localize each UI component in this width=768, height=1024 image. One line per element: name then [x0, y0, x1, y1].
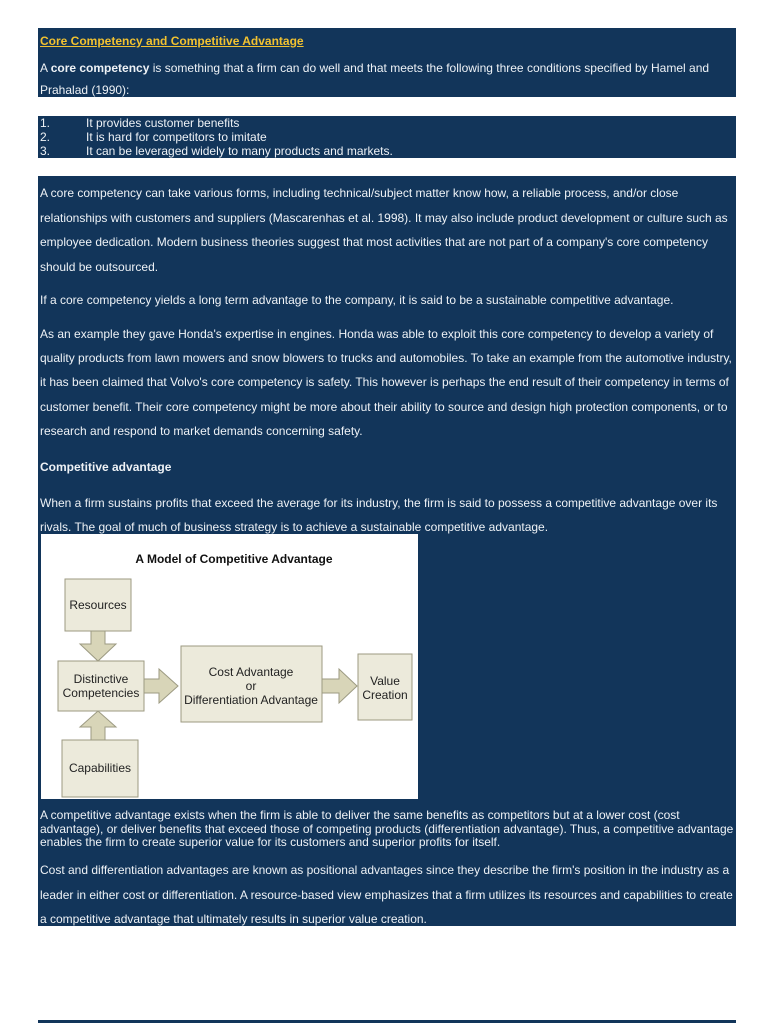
list-number: 3.: [40, 144, 51, 158]
paragraph-advantage-exists: A competitive advantage exists when the firm is able to deliver the same benefits as competitors but at a lower cost (cost advantage), or deliver benefits that exceed those of competing products (differentiation advantage). Thus, a competitive advantage enables the firm to create superior value for its customers and superior profits for itself.: [40, 808, 734, 849]
list-item: [40, 130, 734, 144]
list-item: [40, 144, 734, 158]
bottom-divider: [38, 1020, 736, 1023]
intro-prefix: A: [40, 61, 51, 75]
resources-label: Resources: [69, 598, 127, 612]
list-number: 1.: [40, 116, 51, 130]
section-heading-link[interactable]: Core Competency and Competitive Advantage: [40, 34, 304, 48]
cost-label-line3: Differentiation Advantage: [184, 693, 318, 707]
diagram-title: A Model of Competitive Advantage: [135, 552, 333, 566]
competitive-advantage-diagram: [41, 534, 418, 799]
paragraph-honda-example: As an example they gave Honda's expertise in engines. Honda was able to exploit this core competency to develop a variety of quality products from lawn mowers and snow blowers to trucks and automobiles. To take an example from the automotive industry, it has been claimed that Volvo's core competency is safety. This however is perhaps the end result of their competency in terms of customer benefit. Their core competency might be more about their ability to source and design high protection components, or to research and respond to market demands concerning safety.: [40, 327, 732, 438]
paragraph-profits: When a firm sustains profits that exceed the average for its industry, the firm is said to possess a competitive advantage over its rivals. The goal of much of business strategy is to achieve a sustainable competitive advantage.: [40, 496, 718, 534]
value-label-line2: Creation: [362, 688, 408, 702]
paragraph-sustainable: If a core competency yields a long term advantage to the company, it is said to be a sustainable competitive advantage.: [40, 293, 674, 307]
main-content-section: [38, 176, 736, 926]
intro-paragraph: [40, 57, 734, 101]
capabilities-label: Capabilities: [68, 761, 132, 775]
subheading-competitive-advantage: Competitive advantage: [40, 460, 172, 474]
intro-section: [38, 28, 736, 97]
conditions-list: [40, 116, 734, 158]
value-label-line1: Value: [370, 674, 400, 688]
arrow-down-icon: [80, 631, 116, 661]
arrow-up-icon: [80, 711, 116, 740]
paragraph-positional: Cost and differentiation advantages are known as positional advantages since they describe the firm's position in the industry as a leader in either cost or differentiation. A resource-based view emphasizes that a firm utilizes its resources and capabilities to create a competitive advantage that ultimately results in superior value creation.: [40, 863, 733, 926]
intro-rest: is something that a firm can do well and that meets the following three conditions specified by Hamel and Prahalad (1990):: [40, 61, 710, 97]
list-number: 2.: [40, 130, 51, 144]
distinctive-label-line2: Competencies: [62, 686, 140, 700]
core-competency-term: core competency: [50, 61, 150, 75]
arrow-right-icon: [144, 669, 178, 703]
conditions-list-section: [38, 116, 736, 158]
arrow-right-icon: [322, 669, 357, 703]
paragraph-forms: A core competency can take various forms, including technical/subject matter know how, a reliable process, and/or close relationships with customers and suppliers (Mascarenhas et al. 1998). It may also include product development or culture such as employee dedication. Modern business theories suggest that most activities that are not part of a company's core competency should be outsourced.: [40, 186, 728, 274]
list-text: It provides customer benefits: [86, 116, 240, 130]
list-text: It is hard for competitors to imitate: [86, 130, 267, 144]
list-item: [40, 116, 734, 130]
cost-label-line2: or: [245, 679, 257, 693]
distinctive-label-line1: Distinctive: [73, 672, 129, 686]
diagram-svg: [41, 534, 418, 799]
list-text: It can be leveraged widely to many products and markets.: [86, 144, 393, 158]
cost-label-line1: Cost Advantage: [208, 665, 294, 679]
